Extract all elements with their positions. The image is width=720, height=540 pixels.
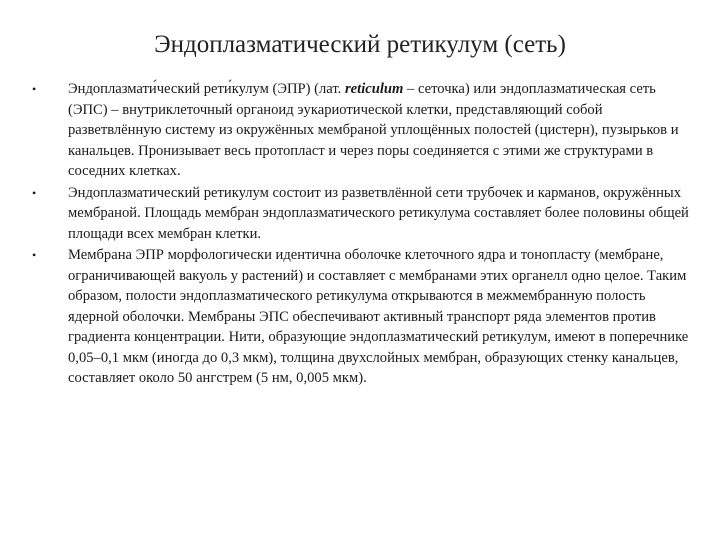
slide-title: Эндоплазматический ретикулум (сеть) <box>154 31 566 58</box>
bullet-item-membrane <box>32 245 692 389</box>
bullet-text-structure: Эндоплазматический ретикулум состоит из разветвлённой сети трубочек и карманов, окружённых мембраной. Площадь мембран эндоплазматического ретикулума составляет более половины общей площади всех мембран клетки. <box>68 184 689 242</box>
bullet-icon: • <box>32 185 37 200</box>
bullet-icon: • <box>32 248 37 262</box>
latin-term: reticulum <box>344 81 404 97</box>
bullet-text-definition <box>68 79 692 182</box>
bullet-item-structure <box>32 183 692 245</box>
bullet-icon: • <box>32 82 37 96</box>
bullet-list <box>32 79 692 390</box>
definition-text-end: – сеточка) или эндоплазматическая сеть (ЭПС) – внутриклеточный органоид эукариотической клетки, представляющий собой разветвлённую систему из окружённых мембраной уплощённых полостей (цистерн), пузырьков и канальцев. Пронизывает весь протопласт и через поры соединяется с этими же структурами в соседних клетках. <box>68 81 679 179</box>
bullet-item-definition <box>32 79 692 182</box>
bullet-text-membrane: Мембрана ЭПР морфологически идентична оболочке клеточного ядра и тонопласту (мембране, ограничивающей вакуоль у растений) и составляет с мембранами этих органелл одно целое. Таким образом, полости эндоплазматического ретикулума открываются в межмембранную полость ядерной оболочки. Мембраны ЭПС обеспечивают активный транспорт ряда элементов против градиента концентрации. Нити, образующие эндоплазматический ретикулум, имеют в поперечнике 0,05–0,1 мкм (иногда до 0,3 мкм), толщина двухслойных мембран, образующих стенку канальцев, составляет около 50 ангстрем (5 нм, 0,005 мкм). <box>68 247 689 386</box>
definition-text-start: Эндоплазмати́ческий рети́кулум (ЭПР) (лат. <box>68 81 345 97</box>
